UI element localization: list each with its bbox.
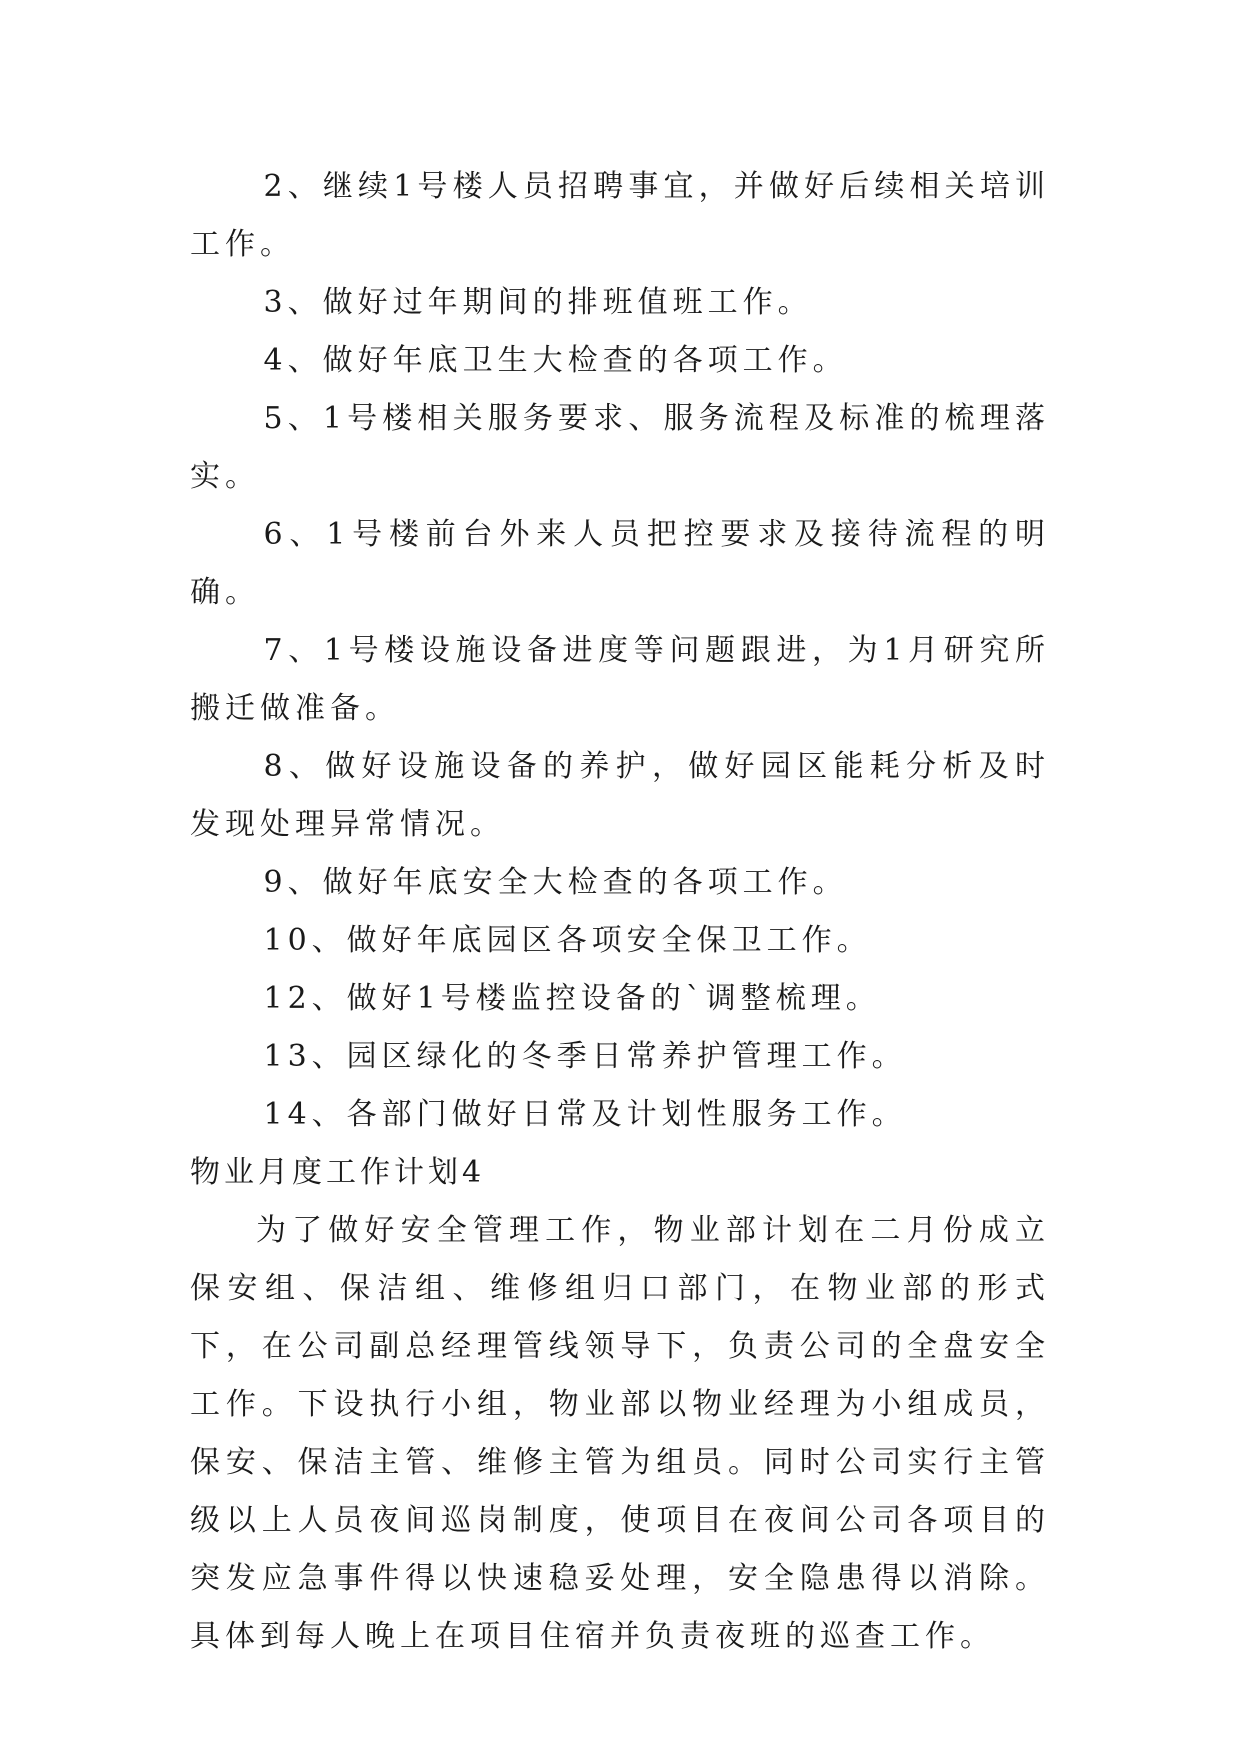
list-item: 13、园区绿化的冬季日常养护管理工作。: [263, 1039, 907, 1074]
list-item: 7、1号楼设施设备进度等问题跟进，为1月研究所搬迁做准备。: [190, 633, 1050, 726]
section-title: 物业月度工作计划4: [190, 1155, 486, 1190]
list-item: 2、继续1号楼人员招聘事宜，并做好后续相关培训工作。: [190, 169, 1050, 262]
list-item: 3、做好过年期间的排班值班工作。: [263, 285, 813, 320]
list-item: 6、1号楼前台外来人员把控要求及接待流程的明确。: [190, 517, 1050, 610]
list-item: 4、做好年底卫生大检查的各项工作。: [263, 343, 848, 378]
list-item: 10、做好年底园区各项安全保卫工作。: [263, 923, 872, 958]
list-item: 9、做好年底安全大检查的各项工作。: [263, 865, 848, 900]
list-item: 5、1号楼相关服务要求、服务流程及标准的梳理落实。: [190, 401, 1050, 494]
list-item: 14、各部门做好日常及计划性服务工作。: [263, 1097, 907, 1132]
document-body: [190, 158, 1050, 1666]
body-paragraph: 为了做好安全管理工作，物业部计划在二月份成立保安组、保洁组、维修组归口部门，在物业部的形式下，在公司副总经理管线领导下，负责公司的全盘安全工作。下设执行小组，物业部以物业经理为小组成员，保安、保洁主管、维修主管为组员。同时公司实行主管级以上人员夜间巡岗制度，使项目在夜间公司各项目的突发应急事件得以快速稳妥处理，安全隐患得以消除。具体到每人晚上在项目住宿并负责夜班的巡查工作。: [190, 1213, 1050, 1654]
list-item: 12、做好1号楼监控设备的`调整梳理。: [263, 981, 881, 1016]
list-item: 8、做好设施设备的养护，做好园区能耗分析及时发现处理异常情况。: [190, 749, 1050, 842]
